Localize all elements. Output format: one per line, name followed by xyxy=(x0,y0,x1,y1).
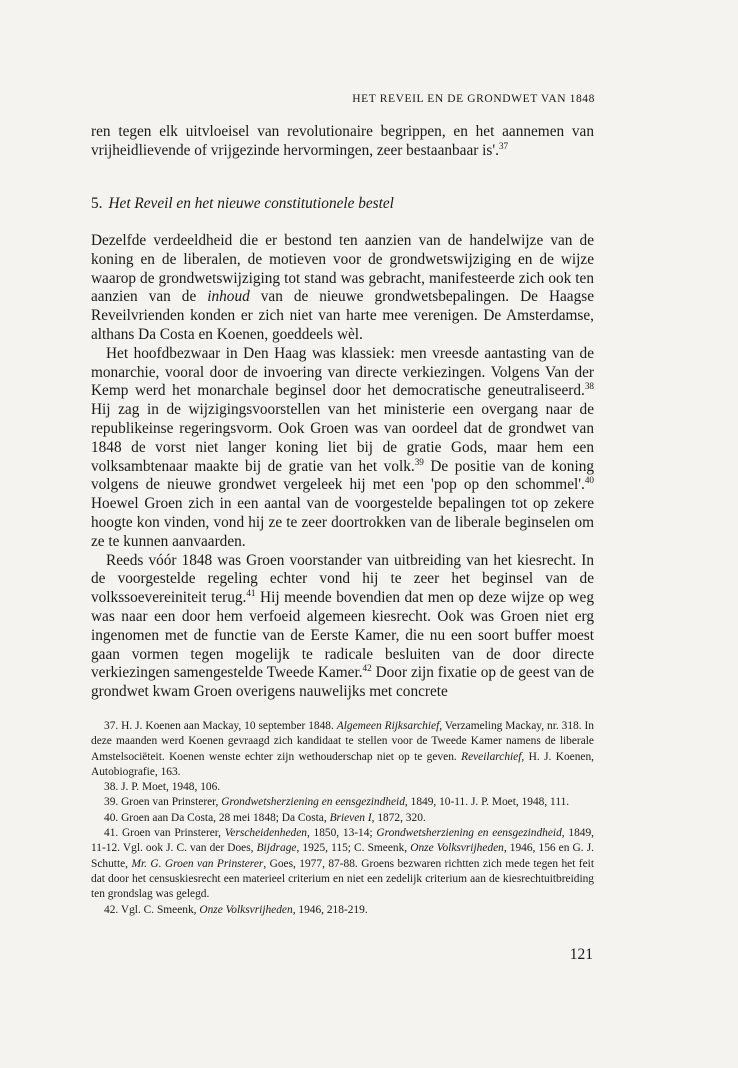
footnote-41-italic-5: Mr. G. Groen van Prinsterer xyxy=(131,857,264,870)
footnote-40-text-a: 40. Groen aan Da Costa, 28 mei 1848; Da Costa, xyxy=(104,811,330,824)
running-head: HET REVEIL EN DE GRONDWET VAN 1848 xyxy=(352,93,595,105)
footnote-42-italic-1: Onze Volksvrijheden xyxy=(199,903,293,916)
footnote-41-text-b: , 1850, 13-14; xyxy=(306,827,377,840)
note-ref-39: 39 xyxy=(414,456,424,467)
paragraph-2-text-d: Hoewel Groen zich in een aantal van de voorgestelde bepalingen tot op zekere hoogte kon vinden, vond hij ze te zeer doortrokken van de liberale beginselen om ze te kunnen aanvaarden. xyxy=(91,495,594,550)
section-number: 5. xyxy=(91,195,103,212)
footnote-41-text-d: , 1925, 115; C. Smeenk, xyxy=(296,842,411,855)
footnote-37 xyxy=(91,719,594,780)
note-ref-37: 37 xyxy=(498,140,509,151)
paragraph-2 xyxy=(91,345,594,552)
footnote-37-text-c: , H. J. Koenen, Autobiografie, 163. xyxy=(91,750,594,778)
footnote-40-italic-1: Brieven I xyxy=(329,811,372,824)
footnote-37-text-b: , Verzameling Mackay, nr. 318. In deze maanden werd Koenen gevraagd zich kandidaat te stellen voor de Tweede Kamer namens de liberale Amstelsociëteit. Koenen wenste echter zijn wethouderschap niet op te geven. xyxy=(91,720,594,763)
footnote-39 xyxy=(91,795,594,810)
footnote-41-italic-4: Onze Volksvrijheden xyxy=(410,842,504,855)
footnote-41-italic-2: Grondwetsherziening en eensgezindheid xyxy=(376,827,562,840)
footnote-40 xyxy=(91,811,594,826)
section-heading xyxy=(91,195,394,213)
footnote-37-text-a: 37. H. J. Koenen aan Mackay, 10 september 1848. xyxy=(104,720,337,732)
footnote-37-italic-1: Algemeen Rijksarchief xyxy=(336,720,440,732)
paragraph-1-text-b: van de nieuwe grondwetsbepalingen. De Haagse Reveilvrienden konden er zich niet van harte mee verenigen. De Amsterdamse, althans Da Costa en Koenen, goeddeels wèl. xyxy=(91,288,594,343)
footnote-38: 38. J. P. Moet, 1948, 106. xyxy=(104,781,221,794)
body-text xyxy=(91,232,594,702)
page-number: 121 xyxy=(569,946,593,963)
footnote-41-text-a: 41. Groen van Prinsterer, xyxy=(104,827,225,840)
section-title: Het Reveil en het nieuwe constitutionele bestel xyxy=(108,195,394,212)
note-ref-40: 40 xyxy=(584,475,594,486)
footnotes xyxy=(91,719,594,918)
footnote-39-text-b: , 1849, 10-11. J. P. Moet, 1948, 111. xyxy=(404,796,570,809)
footnote-42 xyxy=(91,903,594,918)
footnote-41-text-e: , 1946, 156 en G. J. Schutte, xyxy=(91,842,594,870)
footnote-41-text-f: , Goes, 1977, 87-88. Groens bezwaren richtten zich mede tegen het feit dat door het censuskiesrecht een materieel criterium en niet een zedelijk criterium aan de kiesrechtuitbreiding ten grondslag was gelegd. xyxy=(91,857,594,901)
paragraph-3-text-a: Reeds vóór 1848 was Groen voorstander van uitbreiding van het kiesrecht. In de voorgestelde regeling echter vond hij te zeer het beginsel van de volkssoevereiniteit terug. xyxy=(91,551,594,607)
footnote-40-text-b: , 1872, 320. xyxy=(371,811,426,824)
paragraph-1-text-a: Dezelfde verdeeldheid die er bestond ten aanzien van de handelwijze van de koning en de liberalen, de motieven voor de grondwetswijziging en de wijze waarop de grondwetswijziging tot stand was gebracht, manifesteerde zich ook ten aanzien van de xyxy=(91,232,594,306)
footnote-41 xyxy=(91,826,594,902)
paragraph-2-text-c: De positie van de koning volgens de nieuwe grondwet vergeleek hij met een 'pop op den schommel'. xyxy=(91,457,595,494)
footnote-39-text-a: 39. Groen van Prinsterer, xyxy=(104,796,222,809)
paragraph-2-text-a: Het hoofdbezwaar in Den Haag was klassiek: men vreesde aantasting van de monarchie, vooral door de invoering van directe verkiezingen. Volgens Van der Kemp werd het monarchale beginsel door het democratische geneutraliseerd. xyxy=(91,344,594,400)
footnote-41-italic-3: Bijdrage xyxy=(256,842,297,855)
paragraph-3-text-c: Door zijn fixatie op de geest van de grondwet kwam Groen overigens nauwelijks met concrete xyxy=(91,664,595,701)
footnote-41-text-c: , 1849, 11-12. Vgl. ook J. C. van der Does, xyxy=(91,827,594,855)
paragraph-1 xyxy=(91,232,594,345)
footnote-42-text-a: 42. Vgl. C. Smeenk, xyxy=(104,903,200,916)
intro-paragraph xyxy=(91,123,594,161)
note-ref-38: 38 xyxy=(584,381,594,392)
paragraph-3 xyxy=(91,552,594,702)
intro-text: ren tegen elk uitvloeisel van revolutionaire begrippen, en het aannemen van vrijheidlievende of vrijgezinde hervormingen, zeer bestaanbaar is'. xyxy=(91,123,594,159)
paragraph-3-text-b: Hij meende bovendien dat men op deze wijze op weg was naar een door hem verfoeid algemeen kiesrecht. Ook was Groen niet erg ingenomen met de functie van de Eerste Kamer, die nu een soort buffer moest gaan vormen tegen mogelijk te radicale besluiten van de door directe verkiezingen samengestelde Tweede Kamer. xyxy=(91,589,594,682)
note-ref-42: 42 xyxy=(362,663,372,674)
note-ref-41: 41 xyxy=(246,588,256,599)
footnote-42-text-b: , 1946, 218-219. xyxy=(292,903,368,916)
footnote-41-italic-1: Verscheidenheden xyxy=(224,827,307,840)
paragraph-1-emphasis: inhoud xyxy=(207,288,250,306)
paragraph-2-text-b: Hij zag in de wijzigingsvoorstellen van het ministerie een overgang naar de republikeinse regeringsvorm. Ook Groen was van oordeel dat de grondwet van 1848 de vorst niet langer koning liet bij de gratie Gods, maar hem een volksambtenaar maakte bij de gratie van het volk. xyxy=(91,401,594,475)
footnote-37-italic-2: Reveilarchief xyxy=(461,750,522,763)
footnote-39-italic-1: Grondwetsherziening en eensgezindheid xyxy=(221,796,405,809)
